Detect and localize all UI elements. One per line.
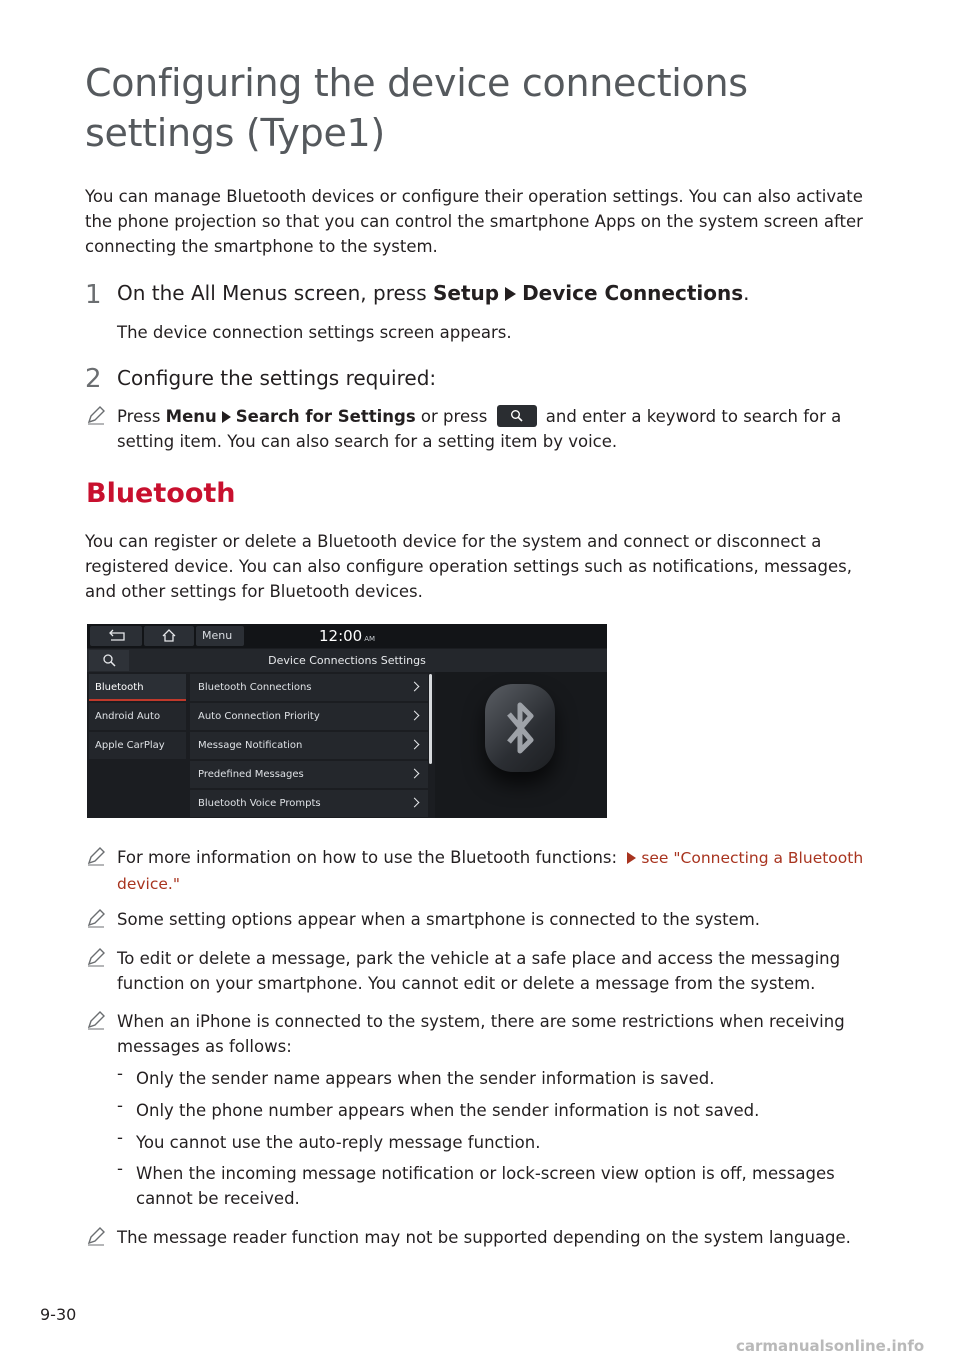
screen-topbar xyxy=(87,624,607,648)
intro-paragraph: You can manage Bluetooth devices or configure their operation settings. You can also activate the phone projection so that you can control the smartphone Apps on the system screen after connecting the smartphone to the system. xyxy=(85,187,863,256)
search-key-icon xyxy=(497,405,537,427)
note-setting-options: Some setting options appear when a smartphone is connected to the system. xyxy=(117,910,761,929)
step-2-note: Press Menu Search for Settings or press and enter a keyword to search for a setting item. You can also search for a setting item by voice. xyxy=(117,407,842,451)
step-1-instruction: On the All Menus screen, press Setup Device Connections. xyxy=(117,281,750,305)
home-icon xyxy=(144,626,194,646)
step-1-result: The device connection settings screen appears. xyxy=(117,323,512,342)
chevron-right-icon xyxy=(410,769,420,779)
clock: 12:00 AM xyxy=(319,627,376,645)
screen-title: Device Connections Settings xyxy=(268,654,426,667)
page-number: 9-30 xyxy=(40,1305,77,1324)
note-edit-message: To edit or delete a message, park the vehicle at a safe place and access the messaging function on your smartphone. You cannot edit or delete a message from the system. xyxy=(117,949,841,993)
arrow-icon xyxy=(627,852,636,864)
home-button[interactable] xyxy=(144,626,194,646)
restriction-item: Only the phone number appears when the sender information is not saved. xyxy=(136,1101,760,1120)
note-bluetooth-functions: For more information on how to use the Bluetooth functions: see "Connecting a Bluetooth device." xyxy=(117,848,864,893)
restriction-item: Only the sender name appears when the sender information is saved. xyxy=(136,1069,715,1088)
chevron-right-icon xyxy=(410,798,420,808)
sidebar-item-android-auto[interactable]: Android Auto xyxy=(89,703,186,730)
menu-button[interactable]: Menu xyxy=(196,626,244,646)
device-screenshot xyxy=(87,624,607,818)
note-iphone-restrictions: When an iPhone is connected to the system, there are some restrictions when receiving messages as follows: xyxy=(117,1012,845,1056)
step-2-number: 2 xyxy=(85,364,102,394)
bluetooth-icon xyxy=(485,684,555,772)
list-item-bluetooth-connections[interactable]: Bluetooth Connections xyxy=(190,674,428,701)
back-button[interactable] xyxy=(90,626,142,646)
dash-bullet: - xyxy=(117,1159,123,1178)
dash-bullet: - xyxy=(117,1064,123,1083)
sidebar-item-bluetooth[interactable]: Bluetooth xyxy=(89,674,186,701)
setup-label: Setup xyxy=(432,281,500,305)
arrow-icon xyxy=(505,287,516,301)
section-body: You can register or delete a Bluetooth device for the system and connect or disconnect a registered device. You can also configure operation settings such as notifications, messages, and other settings for Bluetooth devices. xyxy=(85,532,852,601)
list-item-bluetooth-voice-prompts[interactable]: Bluetooth Voice Prompts xyxy=(190,790,428,817)
note-pencil-icon xyxy=(86,1010,106,1030)
link-connecting-bluetooth[interactable]: see "Connecting a Bluetooth xyxy=(641,849,864,867)
note-message-reader: The message reader function may not be supported depending on the system language. xyxy=(117,1228,851,1247)
watermark: carmanualsonline.info xyxy=(736,1337,925,1355)
note-pencil-icon xyxy=(86,947,106,967)
scrollbar[interactable] xyxy=(429,674,432,764)
note-pencil-icon xyxy=(86,908,106,928)
device-connections-label: Device Connections xyxy=(522,281,744,305)
chevron-right-icon xyxy=(410,740,420,750)
restriction-item: You cannot use the auto-reply message function. xyxy=(136,1133,541,1152)
note-pencil-icon xyxy=(86,405,106,425)
dash-bullet: - xyxy=(117,1096,123,1115)
screen-header xyxy=(87,649,607,672)
chevron-right-icon xyxy=(410,711,420,721)
section-title-bluetooth: Bluetooth xyxy=(86,478,236,509)
list-item-predefined-messages[interactable]: Predefined Messages xyxy=(190,761,428,788)
list-item-auto-connection-priority[interactable]: Auto Connection Priority xyxy=(190,703,428,730)
step-1-number: 1 xyxy=(85,280,102,310)
step-2-instruction: Configure the settings required: xyxy=(117,366,437,390)
page-title: Configuring the device connections settings (Type1) xyxy=(85,61,748,155)
dash-bullet: - xyxy=(117,1128,123,1147)
note-pencil-icon xyxy=(86,846,106,866)
back-icon xyxy=(90,626,142,646)
link-connecting-bluetooth-cont[interactable]: device." xyxy=(117,875,180,893)
note-pencil-icon xyxy=(86,1226,106,1246)
sidebar-item-apple-carplay[interactable]: Apple CarPlay xyxy=(89,732,186,759)
chevron-right-icon xyxy=(410,682,420,692)
list-item-message-notification[interactable]: Message Notification xyxy=(190,732,428,759)
arrow-icon xyxy=(222,411,231,423)
restriction-item: When the incoming message notification or lock-screen view option is off, messages cannot be received. xyxy=(136,1164,835,1208)
